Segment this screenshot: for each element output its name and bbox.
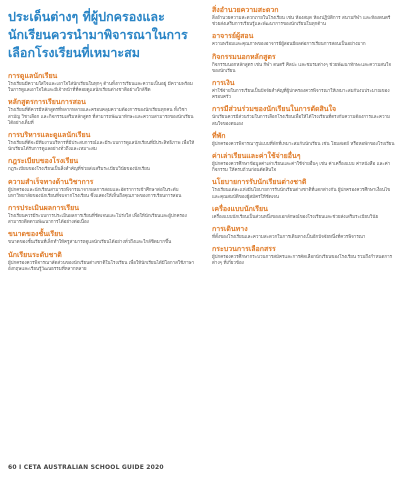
section-body: ขนาดของชั้นเรียนที่เล็กทำให้ครูสามารถดูแลนักเรียนได้อย่างทั่วถึงและใกล้ชิดมากขึ้น: [8, 240, 172, 246]
section-body: สิ่งอำนวยความสะดวกภายในโรงเรียน เช่น ห้องสมุด ห้องปฏิบัติการ สนามกีฬา และห้องดนตรี ช่วยส่งเสริมการเรียนรู้และพัฒนาการของนักเรียนในทุกด้าน: [212, 16, 391, 28]
section-finance: [212, 79, 398, 101]
section-body: เครื่องแบบนักเรียนเป็นส่วนหนึ่งของเอกลักษณ์ของโรงเรียนและช่วยส่งเสริมระเบียบวินัย: [212, 214, 379, 220]
section-teachers: [212, 32, 398, 48]
section-management: [8, 131, 196, 153]
section-body: โรงเรียนมีความใส่ใจและเอาใจใส่นักเรียนในทุกๆ ด้านทั้งการเรียนและความเป็นอยู่ มีความพร้อมในการดูแลเอาใจใส่และมีเจ้าหน้าที่ที่คอยดูแลนักเรียนต่างชาติอย่างใกล้ชิด: [8, 82, 193, 94]
section-selection: [212, 245, 398, 267]
section-heading: ค่าเล่าเรียนและค่าใช้จ่ายอื่นๆ: [212, 152, 301, 161]
page-title: ประเด็นต่างๆ ที่ผู้ปกครองและนักเรียนควรนำมาพิจารณาในการเลือกโรงเรียนที่เหมาะสม: [8, 9, 188, 60]
section-heading: การมีส่วนร่วมของนักเรียนในการตัดสินใจ: [212, 105, 337, 114]
section-body: ผู้ปกครองควรศึกษากระบวนการสมัครและการคัดเลือกนักเรียนของโรงเรียน รวมถึงกำหนดการต่างๆ ที่เกี่ยวข้อง: [212, 255, 393, 267]
section-body: โรงเรียนควรมีระบบการประเมินผลการเรียนที่ชัดเจนและโปร่งใส เพื่อให้นักเรียนและผู้ปกครองสามารถติดตามพัฒนาการได้อย่างต่อเนื่อง: [8, 214, 187, 226]
section-heading: การดูแลนักเรียน: [8, 72, 58, 80]
section-heading: อาจารย์ผู้สอน: [212, 32, 254, 41]
section-curriculum: [8, 98, 196, 127]
section-international-policy: [212, 178, 398, 200]
section-body: ความพร้อมและคุณภาพของอาจารย์ผู้สอนมีผลต่อการเรียนการสอนเป็นอย่างมาก: [212, 42, 366, 48]
section-heading: การประเมินผลการเรียน: [8, 204, 80, 213]
section-heading: เครื่องแบบนักเรียน: [212, 204, 268, 213]
section-heading: ที่พัก: [212, 131, 226, 140]
section-body: ผู้ปกครองควรพิจารณาสัดส่วนของนักเรียนต่างชาติในโรงเรียน เพื่อให้นักเรียนได้มีโอกาสใช้ภาษาอังกฤษและเรียนรู้วัฒนธรรมที่หลากหลาย: [8, 260, 195, 272]
section-accommodation: [212, 132, 398, 148]
section-heading: การบริหารและดูแลนักเรียน: [8, 131, 91, 140]
section-class-size: [8, 230, 196, 246]
section-student-care: [8, 72, 196, 94]
section-body: ผู้ปกครองและนักเรียนสามารถพิจารณาจากผลการสอบและอัตราการเข้าศึกษาต่อในระดับมหาวิทยาลัยของนักเรียนที่จบจากโรงเรียน ซึ่งแสดงให้เห็นถึงคุณภาพของการเรียนการสอน: [8, 187, 182, 199]
section-assessment: [8, 204, 196, 226]
section-body: ค่าใช้จ่ายในการเรียนเป็นปัจจัยสำคัญที่ผู้ปกครองควรพิจารณาให้เหมาะสมกับงบประมาณของครอบครัว: [212, 89, 390, 101]
section-school-rules: [8, 157, 196, 173]
section-heading: สิ่งอำนวยความสะดวก: [212, 6, 279, 14]
section-body: โรงเรียนที่ดีควรมีหลักสูตรที่หลากหลายและครอบคลุมความต้องการของนักเรียนทุกคน ทั้งวิชาสามัญ วิชาเลือก และกิจกรรมเสริมหลักสูตร ที่สามารถพัฒนาทักษะและความสามารถของนักเรียนได้อย่างเต็มที่: [8, 108, 194, 126]
section-body: ผู้ปกครองควรพิจารณารูปแบบที่พักที่เหมาะสมกับนักเรียน เช่น โฮมสเตย์ หรือหอพักของโรงเรียน: [212, 141, 395, 147]
page-footer: 60 I CETA AUSTRALIAN SCHOOL GUIDE 2020: [8, 464, 164, 471]
section-facilities: [212, 6, 398, 28]
section-body: ที่ตั้งของโรงเรียนและความสะดวกในการเดินทางเป็นอีกปัจจัยหนึ่งที่ควรพิจารณา: [212, 235, 366, 241]
right-column: [212, 6, 398, 272]
section-fees: [212, 152, 398, 174]
section-body: กฎระเบียบของโรงเรียนเป็นสิ่งสำคัญที่ช่วยส่งเสริมระเบียบวินัยของนักเรียน: [8, 167, 150, 173]
section-heading: ขนาดของชั้นเรียน: [8, 230, 64, 239]
section-body: กิจกรรมนอกหลักสูตร เช่น กีฬา ดนตรี ศิลปะ และชมรมต่างๆ ช่วยพัฒนาทักษะและความสนใจของนักเรียน: [212, 62, 391, 74]
section-heading: การเดินทาง: [212, 225, 248, 234]
section-body: โรงเรียนที่ดีจะมีทีมงานบริหารที่มีประสบการณ์และมีระบบการดูแลนักเรียนที่มีประสิทธิภาพ เพื่อให้นักเรียนได้รับการดูแลอย่างทั่วถึงและเหมาะสม: [8, 141, 195, 153]
section-nationalities: [8, 251, 196, 273]
left-column: [8, 6, 196, 277]
section-extracurricular: [212, 53, 398, 75]
section-student-involvement: [212, 105, 398, 127]
section-heading: ความสำเร็จทางด้านวิชาการ: [8, 177, 94, 186]
section-heading: การเงิน: [212, 79, 235, 88]
section-heading: นักเรียนระดับชาติ: [8, 250, 62, 259]
section-heading: กิจกรรมนอกหลักสูตร: [212, 52, 276, 61]
section-body: โรงเรียนแต่ละแห่งมีนโยบายการรับนักเรียนต่างชาติที่แตกต่างกัน ผู้ปกครองควรศึกษาเงื่อนไขและคุณสมบัติของผู้สมัครให้ชัดเจน: [212, 188, 391, 200]
section-academic-success: [8, 178, 196, 200]
section-transport: [212, 225, 398, 241]
section-uniform: [212, 205, 398, 221]
section-heading: กระบวนการเลือกสรร: [212, 245, 276, 254]
section-heading: นโยบายการรับนักเรียนต่างชาติ: [212, 178, 307, 187]
section-heading: กฎระเบียบของโรงเรียน: [8, 157, 79, 166]
section-heading: หลักสูตรการเรียนการสอน: [8, 98, 86, 107]
section-body: ผู้ปกครองควรศึกษาข้อมูลค่าเล่าเรียนและค่าใช้จ่ายอื่นๆ เช่น ค่าเครื่องแบบ ค่าหนังสือ และค่ากิจกรรม ให้ครบถ้วนก่อนตัดสินใจ: [212, 162, 391, 174]
section-body: นักเรียนควรมีส่วนร่วมในการเลือกโรงเรียนเพื่อให้ได้โรงเรียนที่ตรงกับความต้องการและความสนใจของตนเอง: [212, 115, 390, 127]
